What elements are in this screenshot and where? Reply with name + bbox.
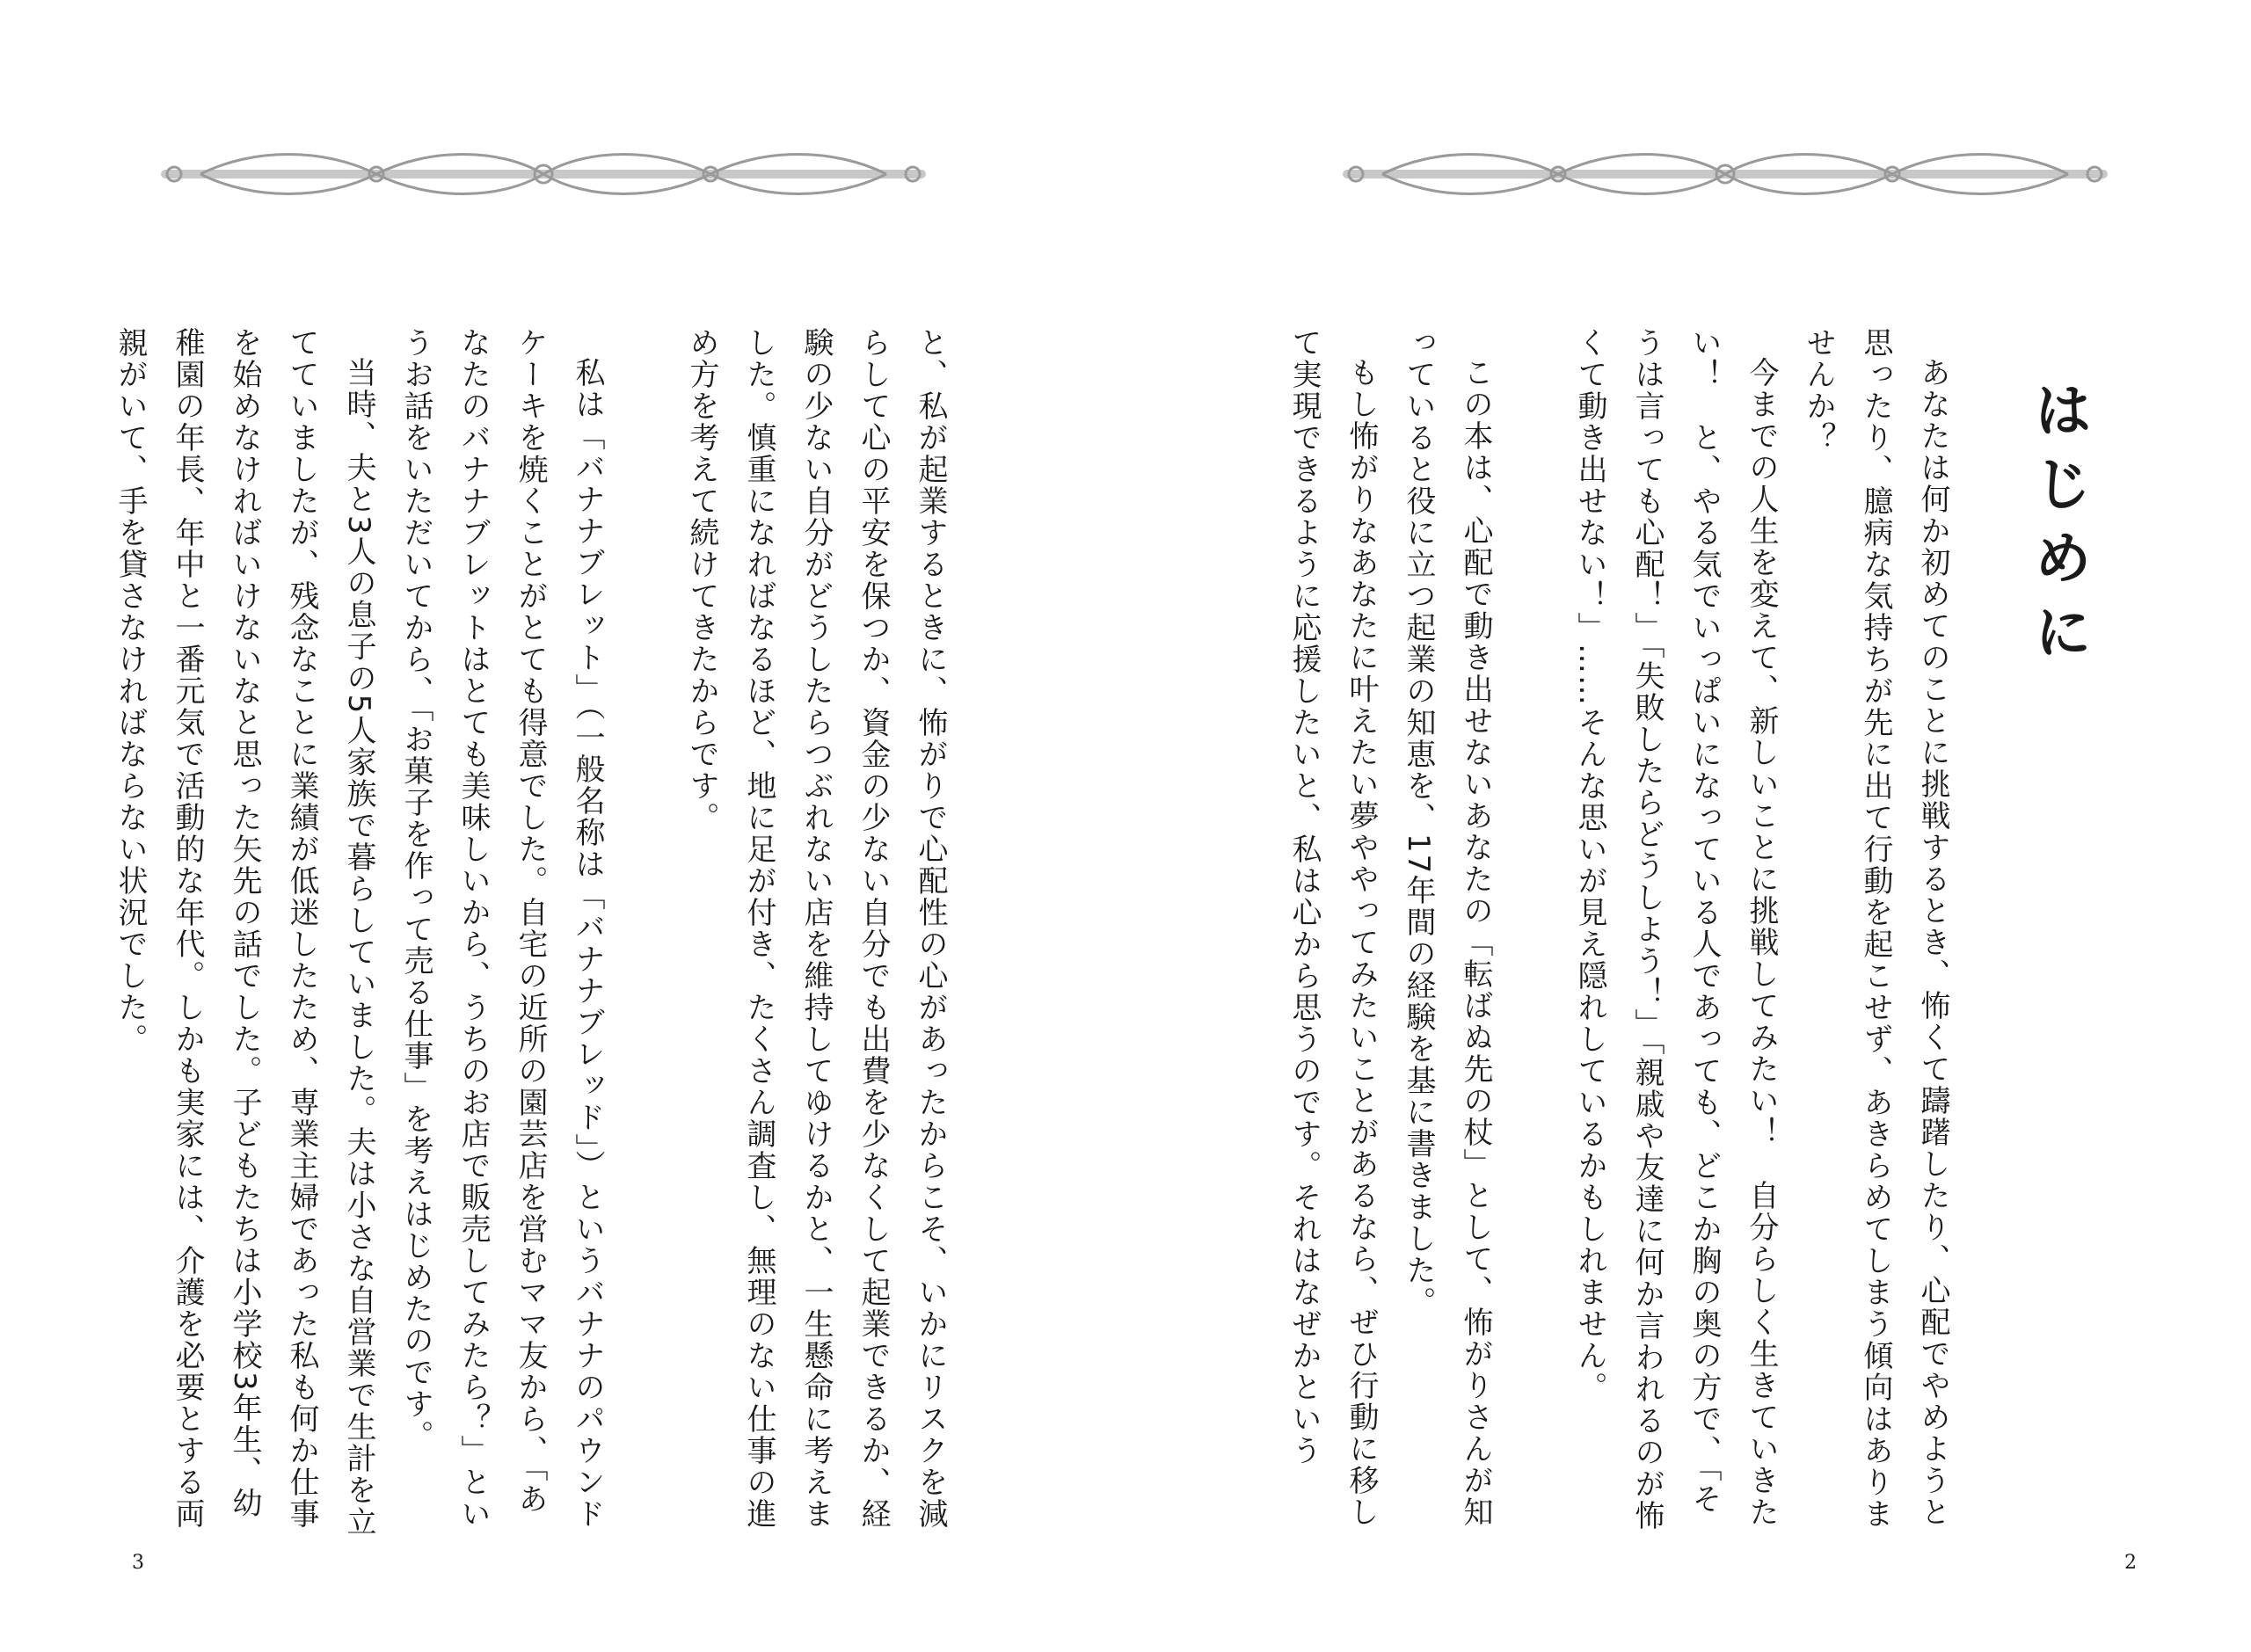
right-paragraph-2: 今までの人生を変えて、新しいことに挑戦してみたい！ 自分らしく生きていきたい！ と、やる気でいっぱいになっている人であっても、どこか胸の奥の方で、「そうは言っても心配！」「失敗したらどうしよう！」「親戚や友達に何か言われるのが怖くて動き出せない！」……そんな思いが見え隠れしているかもしれません。 [1572,327,1779,1532]
right-page [1126,0,2251,1652]
right-paragraph-1: あなたは何か初めてのことに挑戦するとき、怖くて躊躇したり、心配でやめようと思ったり、臆病な気持ちが先に出て行動を起こせず、あきらめてしまう傾向はありませんか？ [1801,327,1950,1530]
chapter-heading: はじめに [2024,380,2092,675]
page-number-right: 2 [2124,1552,2137,1574]
left-paragraph-2: 私は「バナナブレット」（一般名称は「バナナブレッド」）というバナナのパウンドケーキを焼くことがとても得意でした。自宅の近所の園芸店を営むママ友から、「あなたのバナナブレットはとても美味しいから、うちのお店で販売してみたら？」というお話をいただいてから、「お菓子を作って売る仕事」を考えはじめたのです。 [398,327,605,1530]
ornament-flourish-icon [148,148,939,200]
right-paragraph-4: もし怖がりなあなたに叶えたい夢ややってみたいことがあるなら、ぜひ行動に移して実現できるように応援したいと、私は心から思うのです。それはなぜかという [1286,327,1379,1528]
right-paragraph-3: この本は、心配で動き出せないあなたの「転ばぬ先の杖」として、怖がりさんが知っていると役に立つ起業の知恵を、17年間の経験を基に書きました。 [1401,327,1493,1528]
page-number-left: 3 [132,1552,144,1574]
right-body-text [1284,327,2093,1540]
left-body-text [79,327,958,1540]
ornament-flourish-icon [1329,148,2121,200]
left-paragraph-3: 当時、夫と3人の息子の5人家族で暮らしていました。夫は小さな自営業で生計を立てていましたが、残念なことに業績が低迷したため、専業主婦であった私も何か仕事を始めなければいけないなと思った矢先の話でした。子どもたちは小学校3年生、幼稚園の年長、年中と一番元気で活動的な年代。しかも実家には、介護を必要とする両親がいて、手を貸さなければならない状況でした。 [113,327,376,1539]
left-paragraph-1: と、私が起業するときに、怖がりで心配性の心があったからこそ、いかにリスクを減らして心の平安を保つか、資金の少ない自分でも出費を少なくして起業できるか、経験の少ない自分がどうしたらつぶれない店を維持してゆけるかと、一生懸命に考えました。慎重になればなるほど、地に足が付き、たくさん調査し、無理のない仕事の進め方を考えて続けてきたからです。 [684,327,948,1530]
